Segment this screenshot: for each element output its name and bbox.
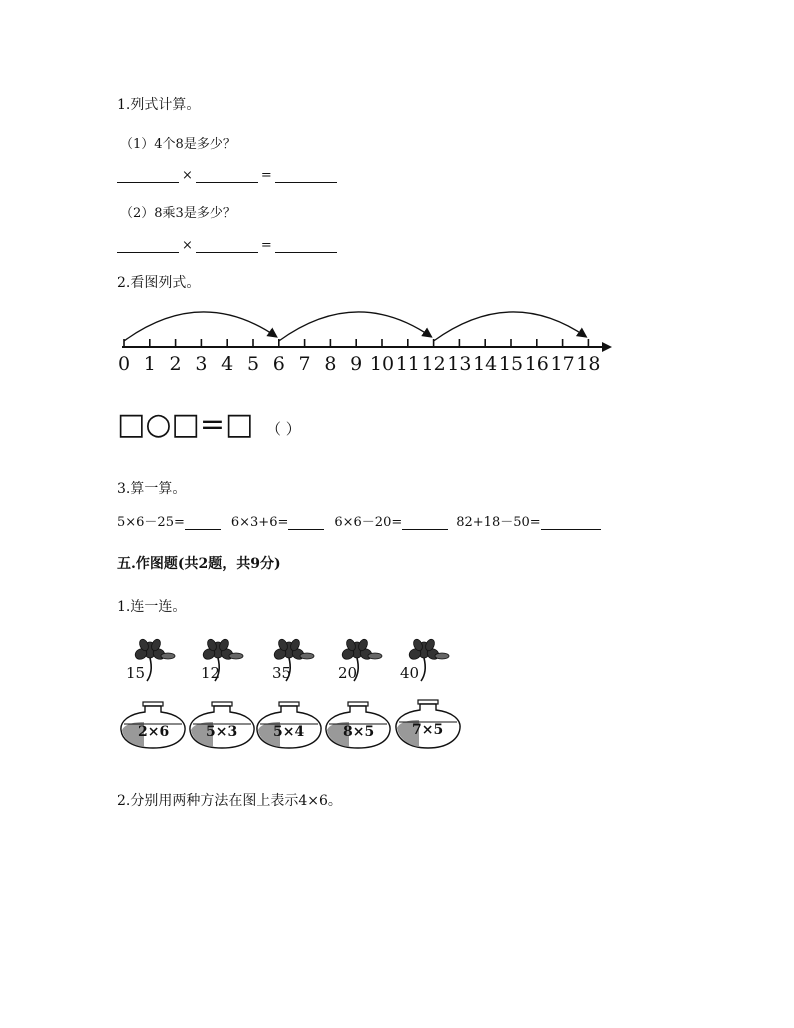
number-line-label: 9 xyxy=(350,353,363,375)
q1-answer-row-2 xyxy=(117,238,337,253)
number-line-label: 2 xyxy=(169,353,182,375)
q1-answer-row-1 xyxy=(117,168,337,183)
vase-expression: 8×5 xyxy=(343,724,375,740)
q2-title: 2.看图列式。 xyxy=(117,275,201,291)
number-line-figure xyxy=(110,300,620,380)
number-line-label: 7 xyxy=(298,353,311,375)
times-sign: × xyxy=(182,168,193,183)
answer-paren: （ ） xyxy=(266,420,301,438)
flower-number: 40 xyxy=(400,664,420,682)
equals-sign: = xyxy=(260,168,272,183)
number-line-label: 18 xyxy=(576,353,601,375)
calc-item-1: 5×6－25= xyxy=(117,515,185,530)
number-line-label: 8 xyxy=(324,353,337,375)
answer-blank[interactable] xyxy=(185,515,221,530)
answer-blank[interactable] xyxy=(288,515,324,530)
calc-item-2: 6×3+6= xyxy=(230,515,289,530)
q3-title: 3.算一算。 xyxy=(117,481,187,497)
answer-blank[interactable] xyxy=(196,238,258,253)
q1-title: 1.列式计算。 xyxy=(117,97,201,113)
q3-calc-row xyxy=(117,511,601,530)
axis-arrow-icon xyxy=(602,342,612,352)
number-line-label: 11 xyxy=(395,353,420,375)
number-line-label: 13 xyxy=(447,353,472,375)
s5q1-title: 1.连一连。 xyxy=(117,599,187,615)
number-line-label: 17 xyxy=(550,353,575,375)
number-line-label: 10 xyxy=(369,353,395,375)
q1-sub2: （2）8乘3是多少？ xyxy=(120,206,236,221)
answer-shapes[interactable]: □○□=□ xyxy=(117,407,254,442)
jump-arc xyxy=(279,312,432,341)
calc-item-3: 6×6－20= xyxy=(334,515,403,530)
vase-expression: 5×4 xyxy=(273,724,305,740)
number-line-label: 6 xyxy=(272,353,285,375)
jump-arc xyxy=(124,312,277,341)
number-line-label: 3 xyxy=(195,353,208,375)
calc-item-4: 82+18－50= xyxy=(456,515,541,530)
flower-number: 12 xyxy=(201,664,221,682)
answer-blank[interactable] xyxy=(117,168,179,183)
vase-expression: 7×5 xyxy=(412,722,444,738)
times-sign: × xyxy=(182,238,193,253)
answer-blank[interactable] xyxy=(275,168,337,183)
answer-blank[interactable] xyxy=(117,238,179,253)
flower-number: 35 xyxy=(272,664,292,682)
number-line-label: 1 xyxy=(143,353,156,375)
number-line-label: 0 xyxy=(117,353,131,375)
flower-number: 15 xyxy=(126,664,146,682)
flower-number: 20 xyxy=(338,664,358,682)
number-line-label: 14 xyxy=(473,353,498,375)
answer-blank[interactable] xyxy=(541,515,601,530)
s5q2-title: 2.分别用两种方法在图上表示4×6。 xyxy=(117,793,342,809)
number-line-label: 16 xyxy=(524,353,549,375)
vase-expression: 5×3 xyxy=(206,724,238,740)
answer-blank[interactable] xyxy=(402,515,448,530)
q1-sub1: （1）4个8是多少？ xyxy=(120,137,236,152)
vase-expression: 2×6 xyxy=(138,724,170,740)
answer-blank[interactable] xyxy=(196,168,258,183)
number-line-label: 4 xyxy=(221,353,234,375)
answer-blank[interactable] xyxy=(275,238,337,253)
section-5-heading: 五.作图题(共2题，共9分) xyxy=(117,556,281,572)
number-line-label: 12 xyxy=(421,353,446,375)
number-line-label: 5 xyxy=(246,353,260,375)
jump-arc xyxy=(434,312,587,341)
equals-sign: = xyxy=(260,238,272,253)
number-line-label: 15 xyxy=(498,353,524,375)
